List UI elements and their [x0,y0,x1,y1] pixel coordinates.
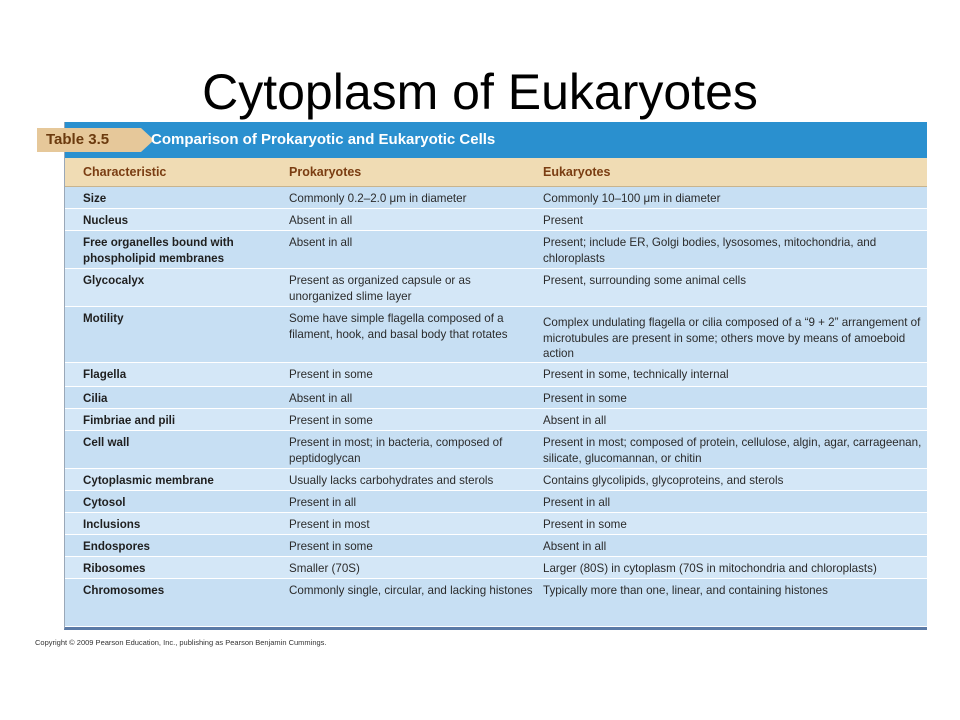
characteristic-cell: Flagella [83,368,127,381]
table-row [65,513,927,535]
eukaryotes-cell: Contains glycolipids, glycoproteins, and sterols [543,474,784,487]
eukaryotes-cell: Present in some [543,518,627,531]
characteristic-cell: Inclusions [83,518,141,531]
eukaryotes-cell: Complex undulating flagella or cilia composed of a “9 + 2” arrangement of microtubules are present in some; others move by means of amoeboid action [543,316,921,360]
table-row [65,269,927,307]
prokaryotes-cell: Absent in all [289,392,353,405]
prokaryotes-cell: Present in some [289,414,373,427]
eukaryotes-cell: Present [543,214,583,227]
characteristic-cell: Motility [83,312,124,325]
table-row [65,363,927,387]
eukaryotes-cell: Commonly 10–100 μm in diameter [543,192,721,205]
eukaryotes-cell: Absent in all [543,414,607,427]
prokaryotes-cell: Some have simple flagella composed of a filament, hook, and basal body that rotates [289,312,508,341]
eukaryotes-cell: Present in some [543,392,627,405]
eukaryotes-cell: Larger (80S) in cytoplasm (70S in mitochondria and chloroplasts) [543,562,877,575]
eukaryotes-cell: Absent in all [543,540,607,553]
characteristic-cell: Cell wall [83,436,130,449]
table-row [65,231,927,269]
table-row [65,209,927,231]
table-header [46,122,927,158]
table-row [65,469,927,491]
prokaryotes-cell: Commonly single, circular, and lacking histones [289,584,533,597]
prokaryotes-cell: Present in some [289,368,373,381]
characteristic-cell: Ribosomes [83,562,146,575]
table-row [65,535,927,557]
characteristic-cell: Fimbriae and pili [83,414,176,427]
table-row [65,579,927,627]
prokaryotes-cell: Present in all [289,496,357,509]
eukaryotes-cell: Present, surrounding some animal cells [543,274,746,287]
eukaryotes-cell: Present in some, technically internal [543,368,729,381]
characteristic-cell: Cilia [83,392,108,405]
prokaryotes-cell: Present in most [289,518,370,531]
table-number-label: Table 3.5 [37,128,141,152]
prokaryotes-cell: Usually lacks carbohydrates and sterols [289,474,494,487]
prokaryotes-cell: Absent in all [289,236,353,249]
table-row [65,387,927,409]
table-row [65,409,927,431]
table-row [65,307,927,363]
column-header-characteristic: Characteristic [83,165,167,179]
characteristic-cell: Free organelles bound with phospholipid membranes [83,236,234,265]
prokaryotes-cell: Smaller (70S) [289,562,360,575]
table-caption: Comparison of Prokaryotic and Eukaryotic Cells [151,131,496,148]
table-row [65,187,927,209]
table-row [65,557,927,579]
eukaryotes-cell: Present; include ER, Golgi bodies, lysosomes, mitochondria, and chloroplasts [543,236,877,265]
characteristic-cell: Endospores [83,540,150,553]
table-body [65,187,927,627]
column-header-prokaryotes: Prokaryotes [289,165,362,179]
copyright-notice: Copyright © 2009 Pearson Education, Inc., publishing as Pearson Benjamin Cummings. [35,638,327,647]
prokaryotes-cell: Present in some [289,540,373,553]
characteristic-cell: Chromosomes [83,584,165,597]
prokaryotes-cell: Present in most; in bacteria, composed of peptidoglycan [289,436,503,465]
prokaryotes-cell: Absent in all [289,214,353,227]
slide-title: Cytoplasm of Eukaryotes [202,64,758,120]
eukaryotes-cell: Present in all [543,496,611,509]
prokaryotes-cell: Present as organized capsule or as unorganized slime layer [289,274,471,303]
eukaryotes-cell: Present in most; composed of protein, cellulose, algin, agar, carrageenan, silicate, glucomannan, or chitin [543,436,922,465]
characteristic-cell: Cytoplasmic membrane [83,474,214,487]
characteristic-cell: Glycocalyx [83,274,145,287]
column-header-row [65,158,927,187]
characteristic-cell: Nucleus [83,214,129,227]
characteristic-cell: Cytosol [83,496,126,509]
comparison-table [46,122,927,630]
table-row [65,491,927,513]
prokaryotes-cell: Commonly 0.2–2.0 μm in diameter [289,192,467,205]
table-row [65,431,927,469]
column-header-eukaryotes: Eukaryotes [543,165,611,179]
eukaryotes-cell: Typically more than one, linear, and containing histones [543,584,828,597]
characteristic-cell: Size [83,192,107,205]
